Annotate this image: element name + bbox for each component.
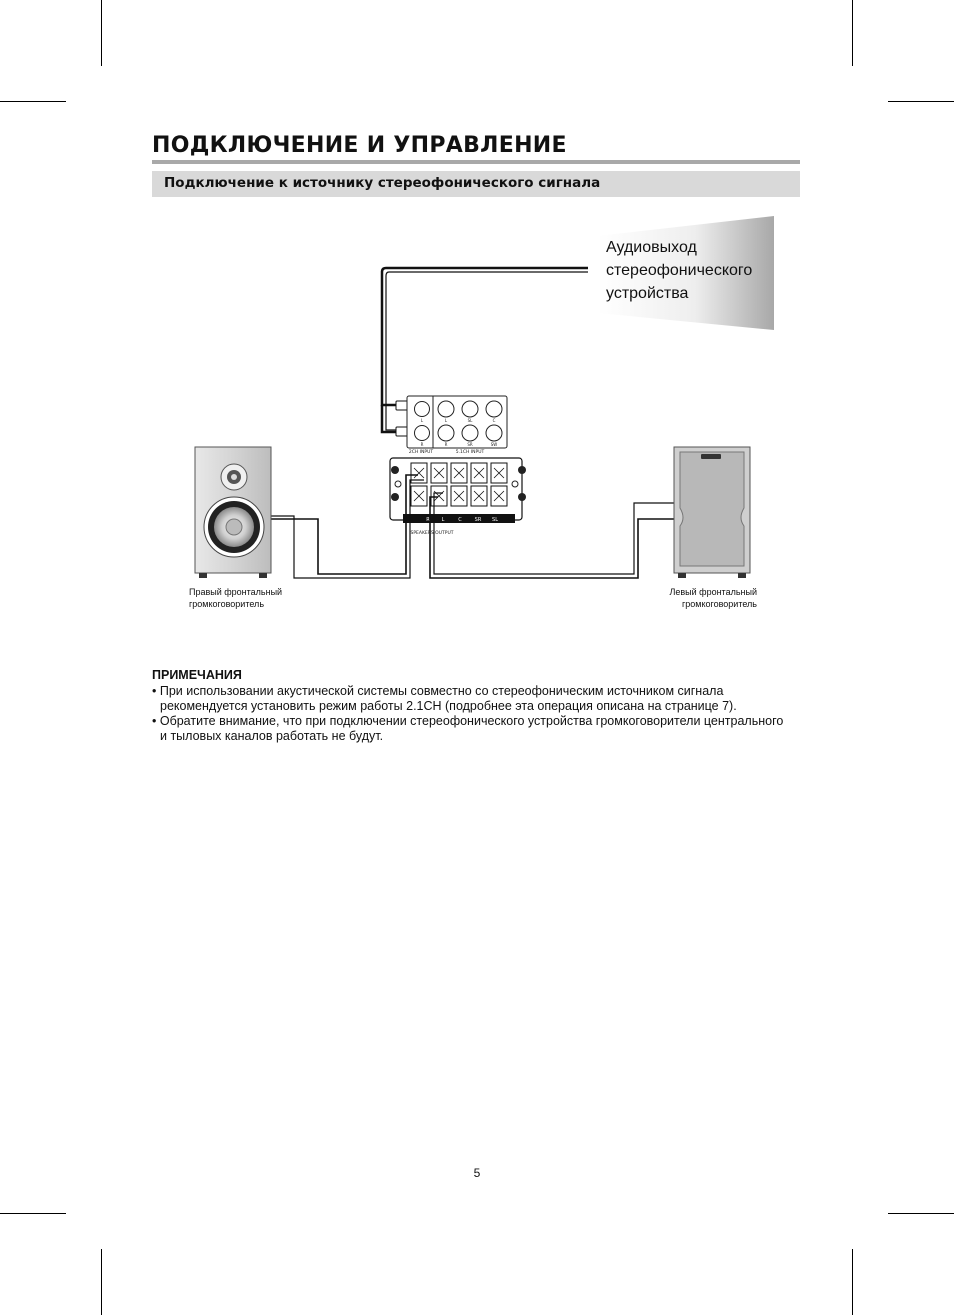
jack-51-sl xyxy=(462,401,478,417)
crop-mark xyxy=(101,1249,102,1315)
jack-51-r xyxy=(438,425,454,441)
jack-label: R xyxy=(420,442,424,447)
left-speaker-label xyxy=(600,586,757,610)
jack-label: C xyxy=(492,418,496,423)
jack-label: SL xyxy=(467,418,473,423)
page-title: ПОДКЛЮЧЕНИЕ И УПРАВЛЕНИЕ xyxy=(152,133,567,158)
jack-2ch-r xyxy=(415,426,430,441)
jack-label: SR xyxy=(467,442,473,447)
output-channel-label: C xyxy=(458,517,462,523)
jack-2ch-l xyxy=(415,402,430,417)
jack-label: L xyxy=(444,418,448,423)
jack-label: L xyxy=(420,418,424,423)
jack-51-sr xyxy=(462,425,478,441)
notes-heading: ПРИМЕЧАНИЯ xyxy=(152,668,242,682)
right-front-speaker xyxy=(195,447,271,578)
audio-source-callout-text: Аудиовыход стереофонического устройства xyxy=(606,239,753,302)
section-title: Подключение к источнику стереофонического сигнала xyxy=(164,175,601,191)
notes-section xyxy=(152,668,792,744)
jack-51-l xyxy=(438,401,454,417)
input-2ch-label: 2CH INPUT xyxy=(408,450,434,455)
jack-label: SW xyxy=(490,442,498,447)
left-speaker-label-text: Левый фронтальный громкоговоритель xyxy=(669,587,757,609)
crop-mark xyxy=(0,1213,66,1214)
jack-label: R xyxy=(444,442,448,447)
jack-51-sw xyxy=(486,425,502,441)
output-channel-label: R xyxy=(426,517,430,523)
output-channel-label: L xyxy=(441,517,445,523)
output-channel-label: SL xyxy=(492,517,498,523)
left-front-speaker xyxy=(674,447,750,578)
output-channel-label: SR xyxy=(474,517,482,523)
page-number: 5 xyxy=(473,1166,481,1180)
jack-51-c xyxy=(486,401,502,417)
speakers-output-label: SPEAKERS OUTPUT xyxy=(410,531,454,536)
note-item: • При использовании акустической системы совместно со стереофоническим источником сигнала рекомендуется установить режим работы 2.1CH (подробнее эта операция описана на странице 7). xyxy=(152,684,737,713)
crop-mark xyxy=(852,1249,853,1315)
note-item: • Обратите внимание, что при подключении стереофонического устройства громкоговорители центрального и тыловых каналов работать не будут. xyxy=(152,714,784,743)
right-speaker-label: Правый фронтальный громкоговоритель xyxy=(189,587,283,609)
crop-mark xyxy=(888,1213,954,1214)
input-51ch-label: 5.1CH INPUT xyxy=(455,450,485,455)
